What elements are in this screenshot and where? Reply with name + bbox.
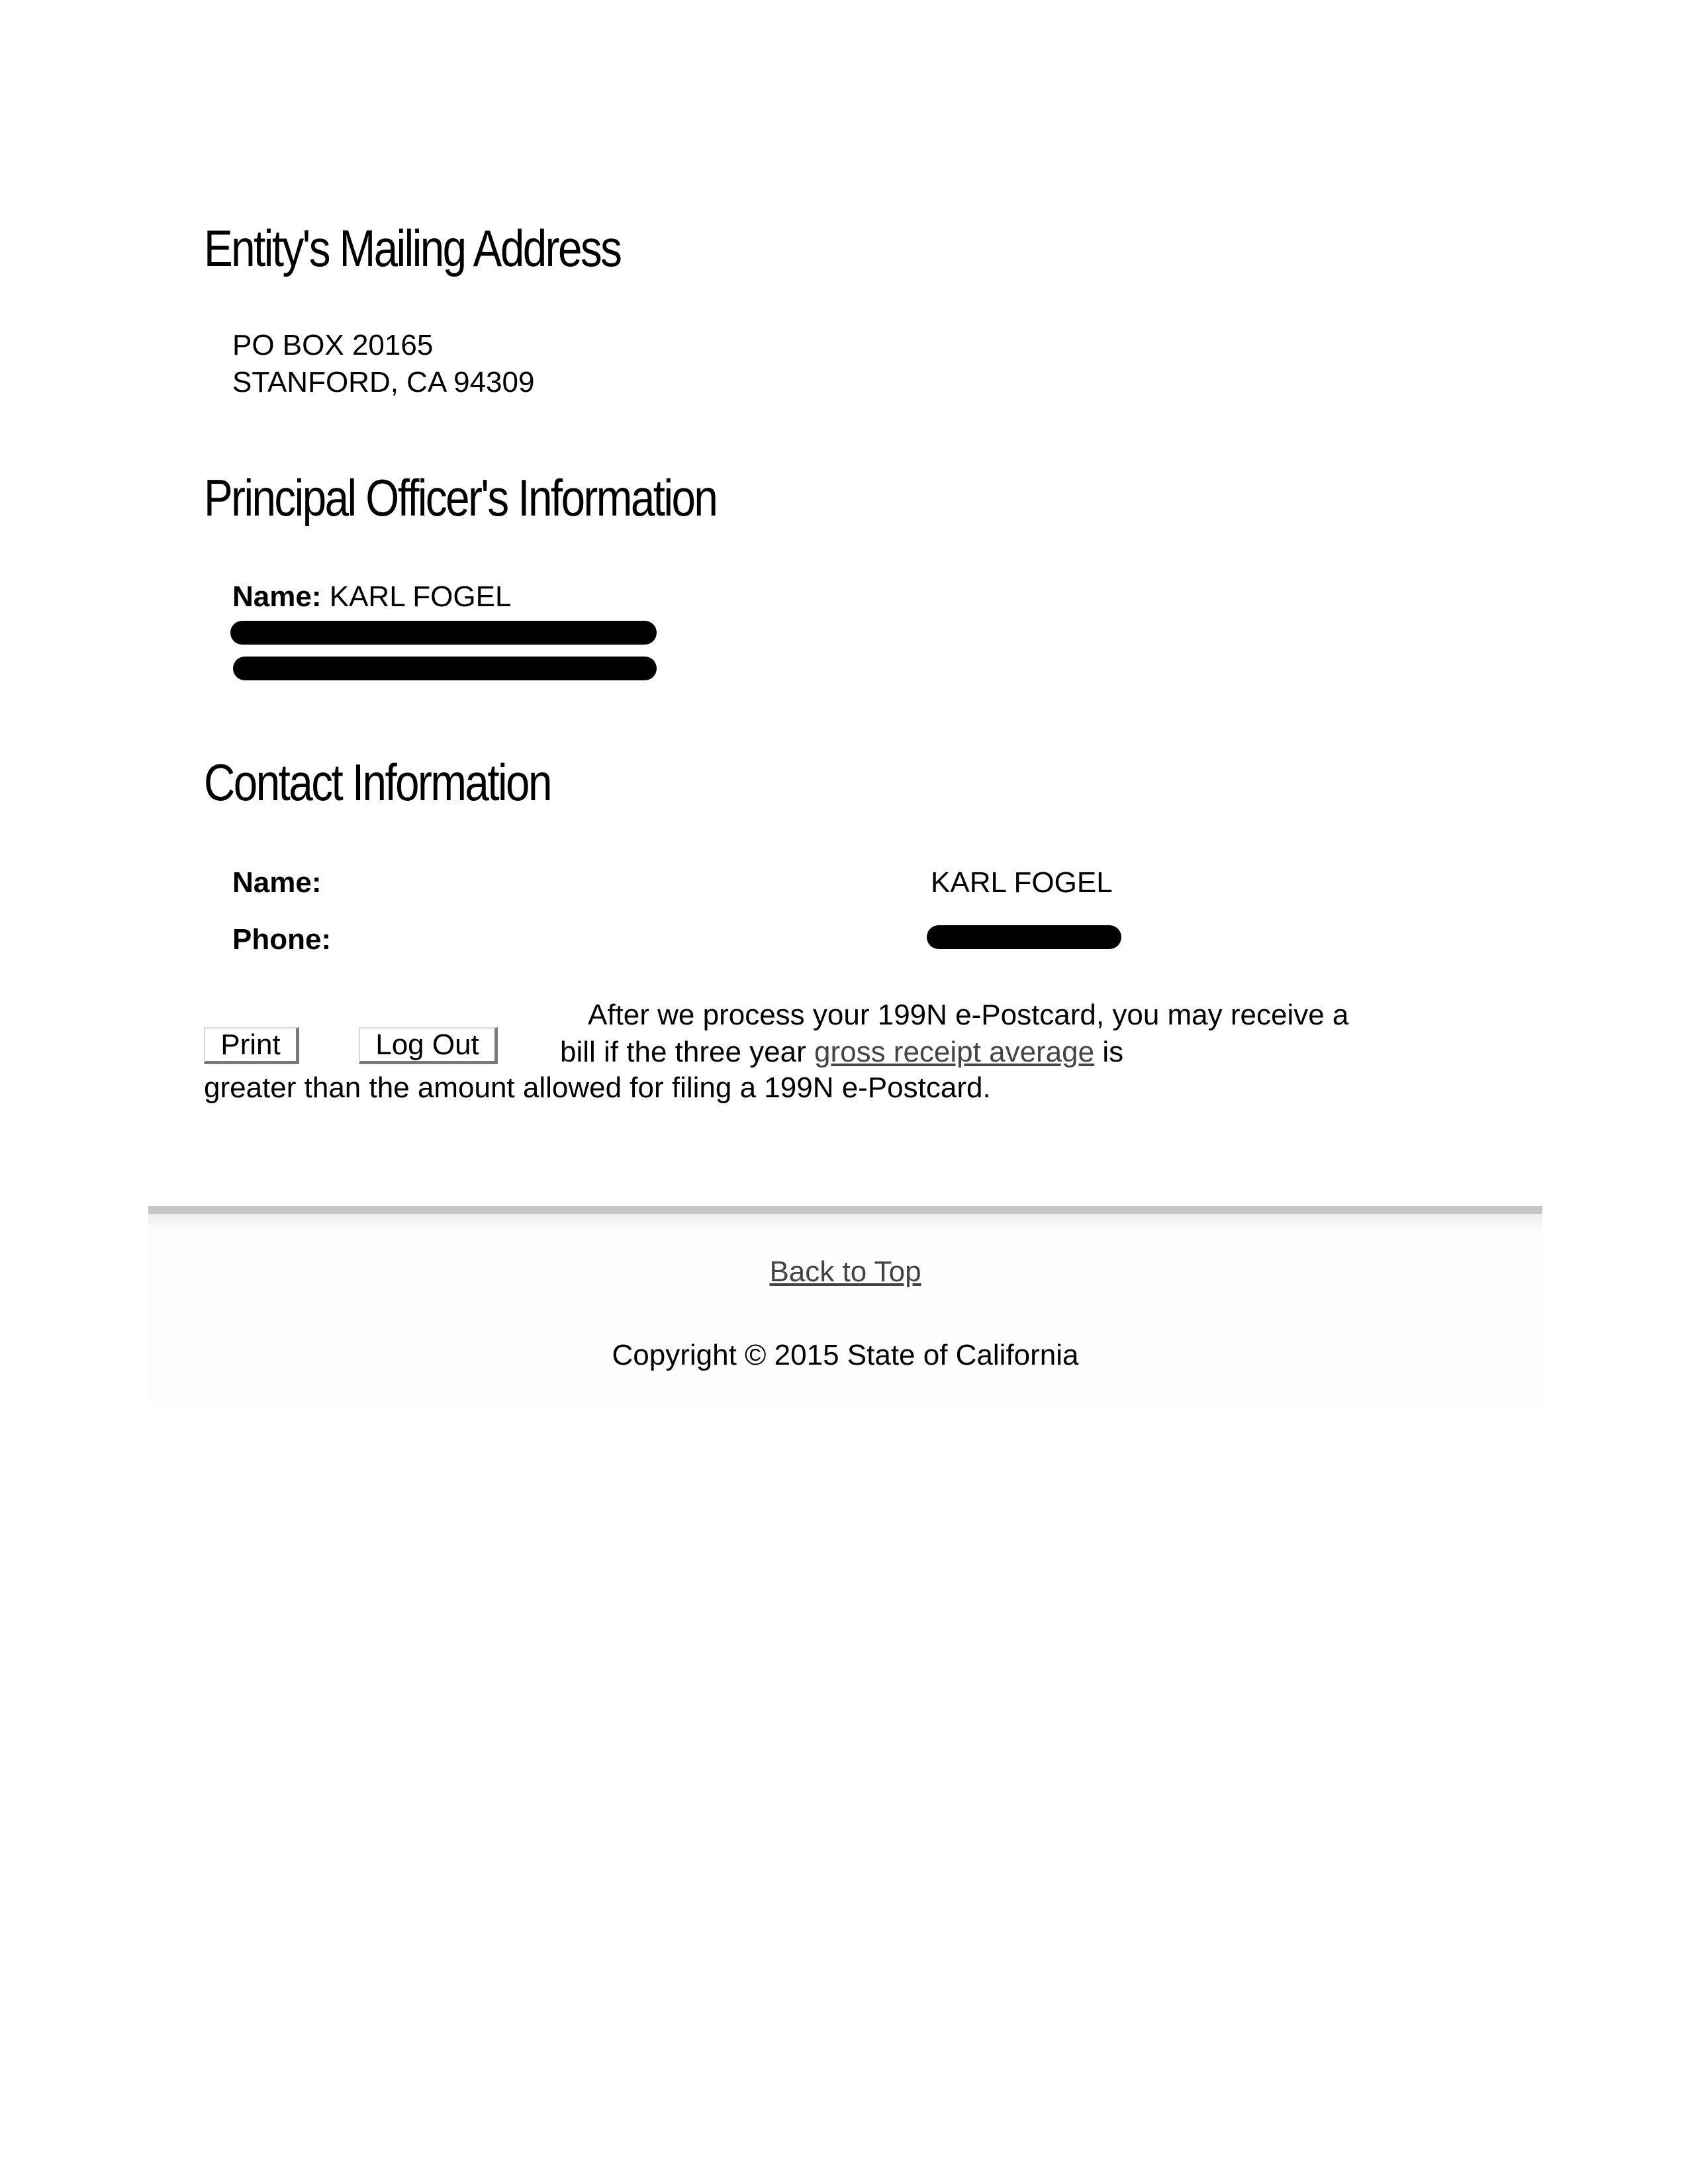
notice-line1: After we process your 199N e-Postcard, you may receive a (588, 999, 1349, 1031)
footer-divider (148, 1206, 1542, 1214)
footer (148, 1206, 1542, 1404)
principal-officer-name-row (232, 582, 511, 612)
notice-line2-end: is (1102, 1036, 1124, 1068)
mailing-address-heading: Entity's Mailing Address (204, 219, 621, 277)
contact-name-value: KARL FOGEL (931, 866, 1113, 899)
mailing-address-line2: STANFORD, CA 94309 (232, 366, 535, 398)
print-button[interactable]: Print (204, 1027, 299, 1064)
redacted-phone (927, 925, 1121, 949)
contact-name-label: Name: (232, 866, 322, 899)
back-to-top-row (148, 1257, 1542, 1287)
principal-officer-name-label: Name: (232, 580, 322, 613)
notice-line2-text: bill if the three year (560, 1036, 806, 1068)
notice-line2 (560, 1038, 1123, 1067)
gross-receipt-average-link[interactable]: gross receipt average (814, 1036, 1095, 1068)
logout-button[interactable]: Log Out (359, 1027, 498, 1064)
contact-phone-label: Phone: (232, 923, 332, 956)
contact-heading: Contact Information (204, 753, 551, 811)
principal-officer-heading: Principal Officer's Information (204, 469, 717, 527)
redacted-address-line1 (230, 621, 657, 645)
mailing-address-line1: PO BOX 20165 (232, 329, 434, 361)
copyright-text: Copyright © 2015 State of California (612, 1339, 1079, 1371)
redacted-address-line2 (233, 657, 657, 680)
footer-shadow (148, 1214, 1542, 1232)
principal-officer-name-value: KARL FOGEL (329, 580, 512, 613)
back-to-top-link[interactable]: Back to Top (769, 1255, 921, 1288)
notice-line3: greater than the amount allowed for filing a 199N e-Postcard. (204, 1071, 991, 1104)
